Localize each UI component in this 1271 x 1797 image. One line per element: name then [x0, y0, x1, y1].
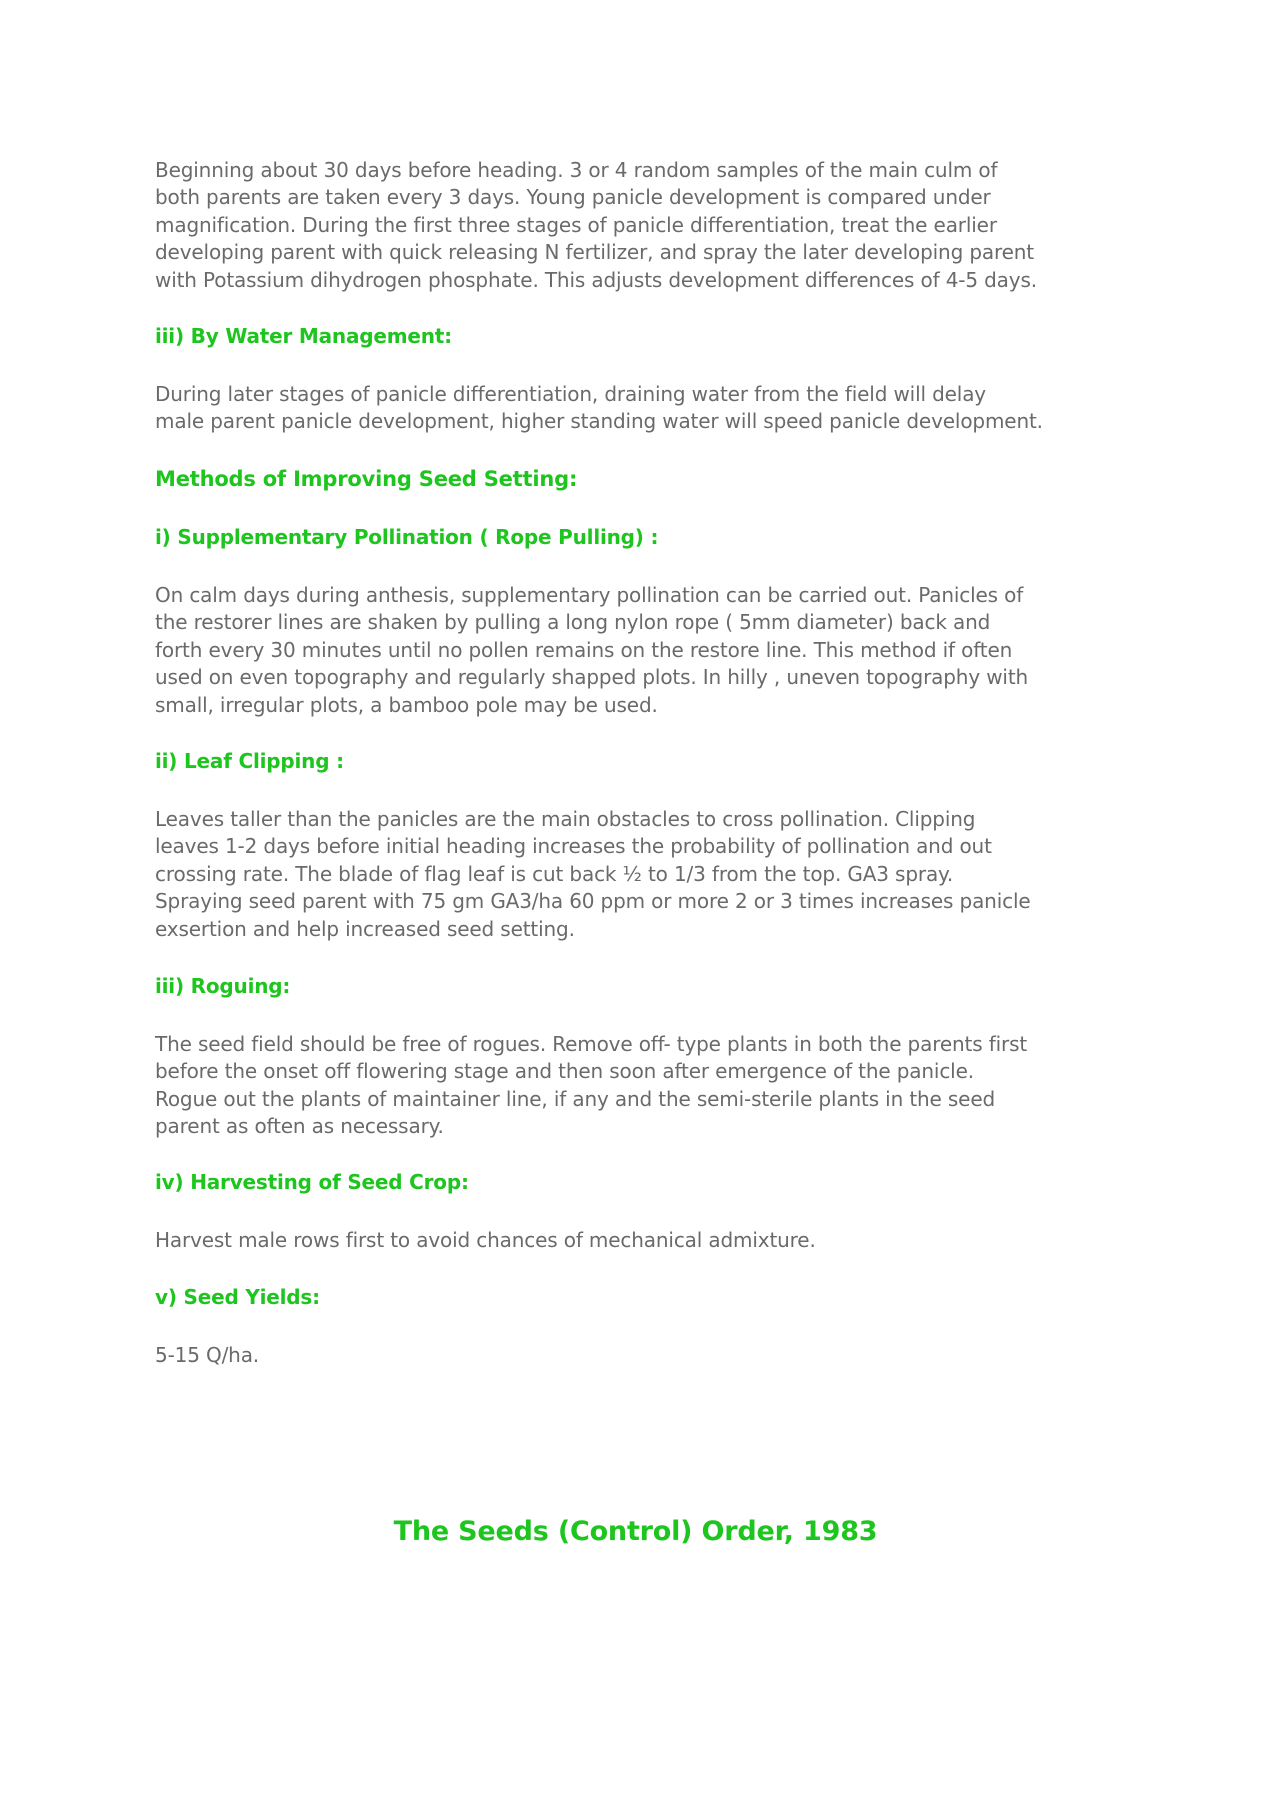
text-line: magnification. During the first three stages of panicle differentiation, treat the earlier [155, 212, 997, 237]
section-heading-leaf-clipping: ii) Leaf Clipping : [155, 749, 344, 773]
harvesting-paragraph [155, 1227, 1135, 1254]
section-title: The Seeds (Control) Order, 1983 [393, 1516, 878, 1547]
section-heading-supplementary-pollination: i) Supplementary Pollination ( Rope Pulling) : [155, 525, 659, 549]
water-management-heading-block [155, 323, 1135, 350]
text-line: developing parent with quick releasing N fertilizer, and spray the later developing parent [155, 240, 1034, 265]
methods-heading-block [155, 466, 1135, 493]
text-line: small, irregular plots, a bamboo pole may be used. [155, 692, 658, 717]
section-heading-harvesting: iv) Harvesting of Seed Crop: [155, 1170, 469, 1194]
text-line: Spraying seed parent with 75 gm GA3/ha 60 ppm or more 2 or 3 times increases panicle [155, 889, 1031, 914]
leaf-clipping-heading-block [155, 748, 1135, 775]
section-heading-methods: Methods of Improving Seed Setting: [155, 467, 578, 491]
text-line: before the onset off flowering stage and then soon after emergence of the panicle. [155, 1059, 974, 1084]
text-line: On calm days during anthesis, supplementary pollination can be carried out. Panicles of [155, 583, 1024, 607]
text-line: used on even topography and regularly shapped plots. In hilly , uneven topography with [155, 665, 1029, 690]
section-heading-roguing: iii) Roguing: [155, 974, 291, 998]
text-line: leaves 1-2 days before initial heading increases the probability of pollination and out [155, 834, 992, 859]
paragraph-text [155, 157, 1135, 294]
leaf-clipping-paragraph [155, 806, 1135, 943]
harvesting-heading-block [155, 1169, 1135, 1196]
text-line: Harvest male rows first to avoid chances of mechanical admixture. [155, 1228, 816, 1252]
text-line: both parents are taken every 3 days. Young panicle development is compared under [155, 185, 991, 210]
seed-yields-heading-block [155, 1284, 1135, 1311]
paragraph-text [155, 1227, 1135, 1254]
intro-paragraph [155, 157, 1135, 294]
text-line: Leaves taller than the panicles are the main obstacles to cross pollination. Clipping [155, 807, 976, 831]
section-heading-seed-yields: v) Seed Yields: [155, 1285, 320, 1309]
text-line: exsertion and help increased seed setting. [155, 916, 575, 941]
text-line: During later stages of panicle differentiation, draining water from the field will delay [155, 382, 986, 406]
roguing-paragraph [155, 1031, 1135, 1141]
text-line: the restorer lines are shaken by pulling a long nylon rope ( 5mm diameter) back and [155, 610, 991, 635]
text-line: parent as often as necessary. [155, 1114, 444, 1139]
paragraph-text [155, 806, 1135, 943]
text-line: crossing rate. The blade of flag leaf is cut back ½ to 1/3 from the top. GA3 spray. [155, 861, 954, 886]
text-line: Rogue out the plants of maintainer line, if any and the semi-sterile plants in the seed [155, 1086, 996, 1111]
text-line: forth every 30 minutes until no pollen remains on the restore line. This method if often [155, 637, 1013, 662]
text-line: 5-15 Q/ha. [155, 1343, 260, 1367]
supplementary-pollination-heading-block [155, 524, 1135, 551]
paragraph-text [155, 1342, 1135, 1369]
text-line: The seed field should be free of rogues. Remove off- type plants in both the parents first [155, 1032, 1028, 1056]
roguing-heading-block [155, 973, 1135, 1000]
text-line: with Potassium dihydrogen phosphate. This adjusts development differences of 4-5 days. [155, 267, 1037, 292]
paragraph-text [155, 582, 1135, 719]
text-line: Beginning about 30 days before heading. 3 or 4 random samples of the main culm of [155, 158, 998, 182]
water-management-paragraph [155, 381, 1135, 436]
supplementary-pollination-paragraph [155, 582, 1135, 719]
text-line: male parent panicle development, higher standing water will speed panicle development. [155, 409, 1043, 434]
paragraph-text [155, 1031, 1135, 1141]
paragraph-text [155, 381, 1135, 436]
seed-yields-paragraph [155, 1342, 1135, 1369]
section-heading-water-management: iii) By Water Management: [155, 324, 452, 348]
